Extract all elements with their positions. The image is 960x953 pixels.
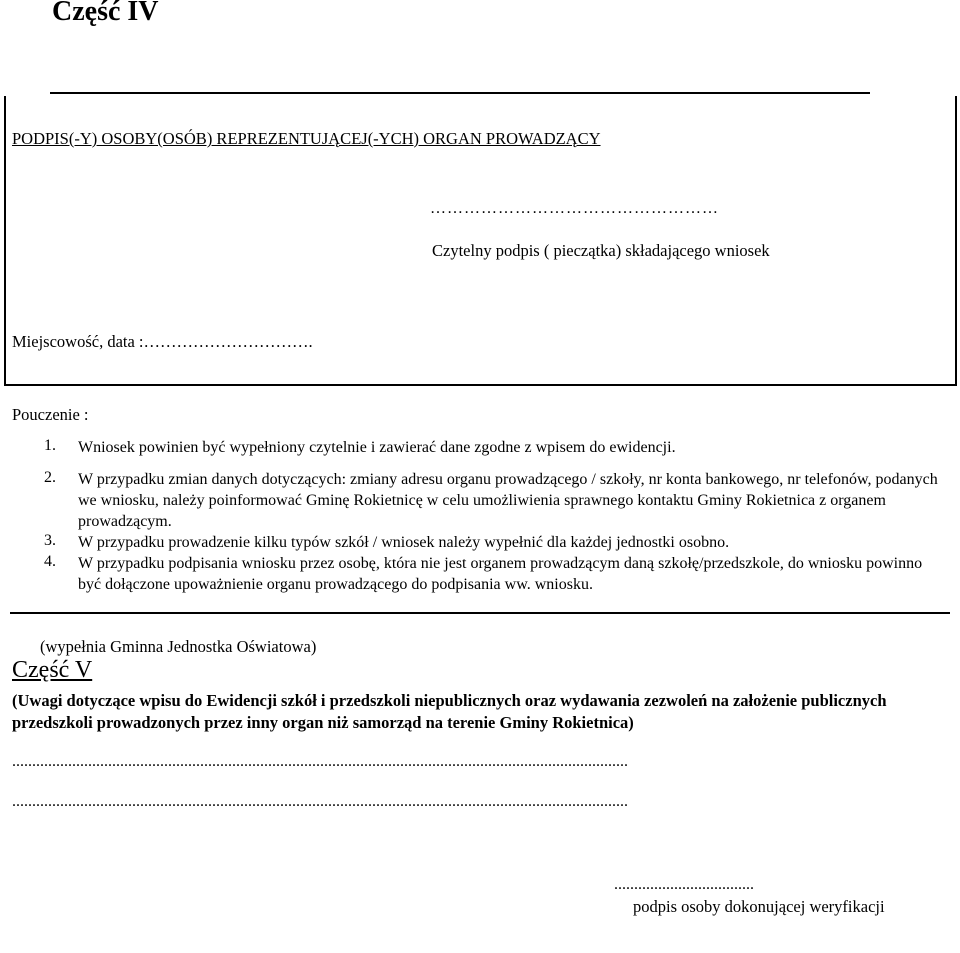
verifier-signature-caption: podpis osoby dokonującej weryfikacji (633, 897, 885, 916)
fill-note: (wypełnia Gminna Jednostka Oświatowa) (40, 637, 317, 656)
instructions-label: Pouczenie : (12, 405, 89, 424)
instruction-number: 3. (44, 532, 56, 549)
part-4-title: Część IV (52, 0, 159, 27)
signature-section-heading: PODPIS(-Y) OSOBY(OSÓB) REPREZENTUJĄCEJ(-YCH) ORGAN PROWADZĄCY (12, 129, 601, 148)
instruction-item: Wniosek powinien być wypełniony czytelnie i zawierać dane zgodne z wpisem do ewidencji. (78, 439, 676, 456)
part-5-title: Część V (12, 657, 93, 683)
instruction-item: W przypadku prowadzenie kilku typów szkół / wniosek należy wypełnić dla każdej jednostki osobno. (78, 534, 730, 551)
remarks-field-line[interactable]: .......................................................................................................................................................... (12, 753, 628, 770)
remarks-heading: (Uwagi dotyczące wpisu do Ewidencji szkół i przedszkoli niepublicznych oraz wydawania zezwoleń na założenie publicznych przedszkoli prowadzonych przez inny organ niż samorząd na terenie Gminy Rokietnica) (12, 691, 887, 732)
instruction-item: W przypadku zmian danych dotyczących: zmiany adresu organu prowadzącego / szkoły, nr konta bankowego, nr telefonów, podanych we wniosku, należy poinformować Gminę Rokietnicę w celu umożliwienia sprawnego kontaktu Gminy Rokietnica z organem prowadzącym. (78, 471, 938, 530)
instruction-item: W przypadku podpisania wniosku przez osobę, która nie jest organem prowadzącym daną szkołę/przedszkole, do wniosku powinno być dołączone upoważnienie organu prowadzącego do podpisania ww. wniosku. (78, 555, 923, 593)
place-date-field[interactable]: Miejscowość, data :…………………………. (12, 332, 313, 351)
instruction-number: 4. (44, 553, 56, 570)
signature-field[interactable]: …………………………………………… (430, 200, 719, 217)
instruction-number: 2. (44, 469, 56, 486)
verifier-signature-field[interactable]: ................................... (614, 876, 754, 893)
section-divider (10, 612, 950, 614)
remarks-field-line[interactable]: .......................................................................................................................................................... (12, 793, 628, 810)
signature-caption: Czytelny podpis ( pieczątka) składającego wniosek (432, 241, 770, 260)
top-divider (50, 92, 870, 94)
instruction-number: 1. (44, 437, 56, 454)
